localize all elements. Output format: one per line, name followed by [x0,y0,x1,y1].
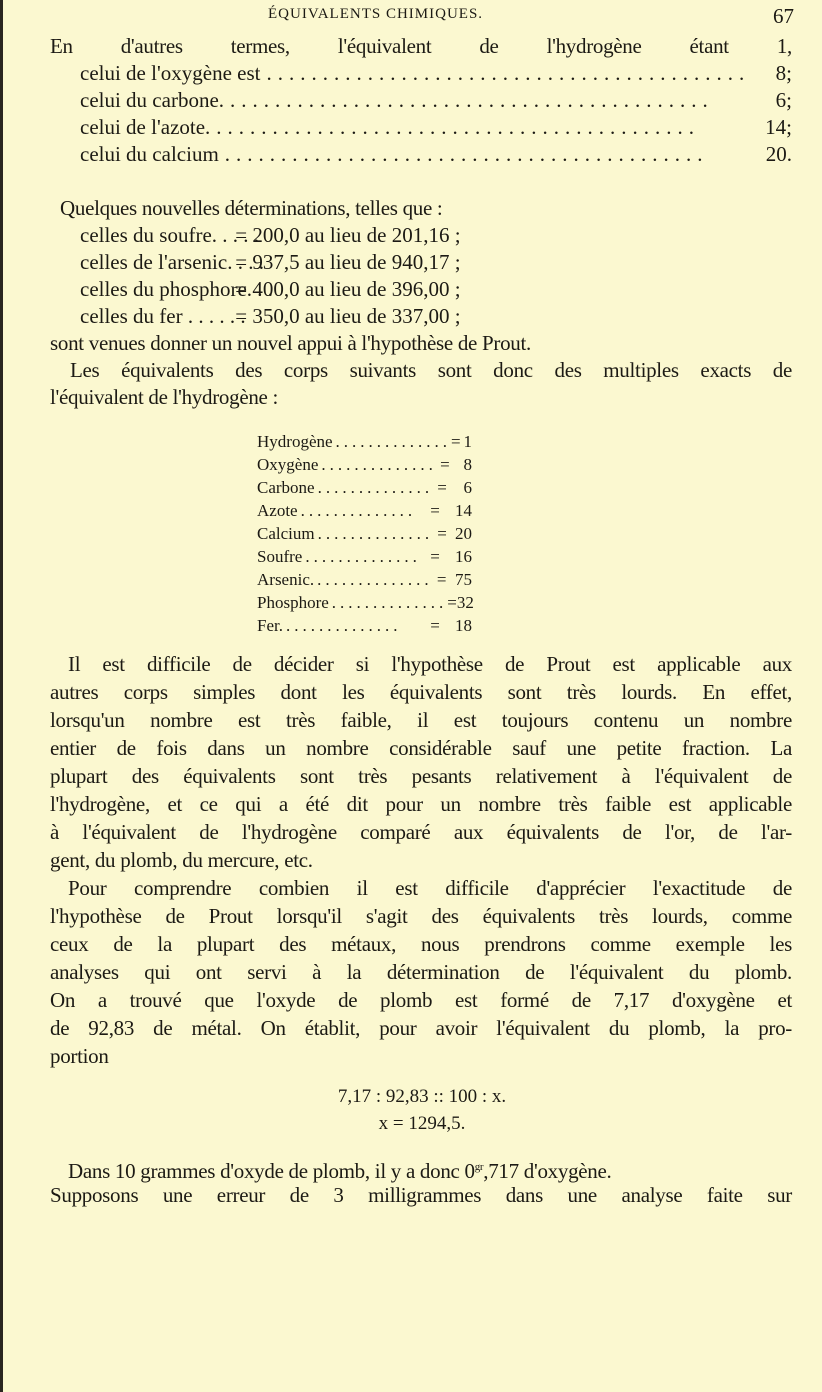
table-row: Soufre .............. = 16 [257,547,472,566]
text-line: Il est difficile de décider si l'hypothèse de Prout est applicable aux [68,652,792,676]
page-edge [0,0,3,1392]
text-line: gent, du plomb, du mercure, etc. [50,848,313,872]
intro-item: celui du calcium ........................................... 20. [80,142,792,166]
table-row: Hydrogène .............. = 1 [257,432,472,451]
text-line: lorsqu'un nombre est très faible, il est toujours contenu un nombre [50,708,792,732]
formula-proportion: 7,17 : 92,83 :: 100 : x. [337,1086,507,1107]
determination-item: celles du soufre. . . . . = 200,0 au lieu de 201,16 ; [80,223,461,247]
text-line: On a trouvé que l'oxyde de plomb est formé de 7,17 d'oxygène et [50,988,792,1012]
determination-item: celles du fer . . . . . . = 350,0 au lieu de 337,00 ; [80,304,461,328]
determination-item: celles de l'arsenic. . . . = 937,5 au lieu de 940,17 ; [80,250,461,274]
text-line: plupart des équivalents sont très pesants relativement à l'équivalent de [50,764,792,788]
table-row: Carbone .............. = 6 [257,478,472,497]
determinations-intro: Quelques nouvelles déterminations, telles que : [60,196,443,220]
text-line: analyses qui ont servi à la détermination de l'équivalent du plomb. [50,960,792,984]
intro-line: En d'autres termes, l'équivalent de l'hydrogène étant 1, [50,34,792,58]
text-line: Supposons une erreur de 3 milligrammes dans une analyse faite sur [50,1183,792,1207]
text-line: de 92,83 de métal. On établit, pour avoir l'équivalent du plomb, la pro- [50,1016,792,1040]
intro-item: celui du carbone. ........................................... 6; [80,88,792,112]
text-line: l'équivalent de l'hydrogène : [50,385,279,409]
text-line: Dans 10 grammes d'oxyde de plomb, il y a donc $0^{gr},717$ d'oxygène. [68,1159,612,1183]
text-line: entier de fois dans un nombre considérable sauf une petite fraction. La [50,736,792,760]
table-row: Oxygène .............. = 8 [257,455,472,474]
determination-item: celles du phosphore. . . = 400,0 au lieu de 396,00 ; [80,277,461,301]
table-row: Azote .............. = 14 [257,501,472,520]
determinations-after: sont venues donner un nouvel appui à l'hypothèse de Prout. [50,331,531,355]
text-line: ceux de la plupart des métaux, nous prendrons comme exemple les [50,932,792,956]
text-line: l'hydrogène, et ce qui a été dit pour un nombre très faible est applicable [50,792,792,816]
text-line: Les équivalents des corps suivants sont donc des multiples exacts de [70,358,792,382]
text-line: autres corps simples dont les équivalents sont très lourds. En effet, [50,680,792,704]
text-line: portion [50,1044,109,1068]
table-row: Phosphore .............. = 32 [257,593,474,612]
table-row: Arsenic. .............. = 75 [257,570,472,589]
page-number: 67 [773,4,794,28]
text-line: l'hypothèse de Prout lorsqu'il s'agit des équivalents très lourds, comme [50,904,792,928]
intro-item: celui de l'azote. ........................................... 14; [80,115,792,139]
table-row: Calcium .............. = 20 [257,524,472,543]
text-line: Pour comprendre combien il est difficile d'apprécier l'exactitude de [68,876,792,900]
intro-item: celui de l'oxygène est ........................................... 8; [80,61,792,85]
text-line: à l'équivalent de l'hydrogène comparé aux équivalents de l'or, de l'ar- [50,820,792,844]
table-row: Fer. .............. = 18 [257,616,472,635]
running-title: ÉQUIVALENTS CHIMIQUES. [268,6,484,22]
formula-result: x = 1294,5. [378,1113,466,1134]
